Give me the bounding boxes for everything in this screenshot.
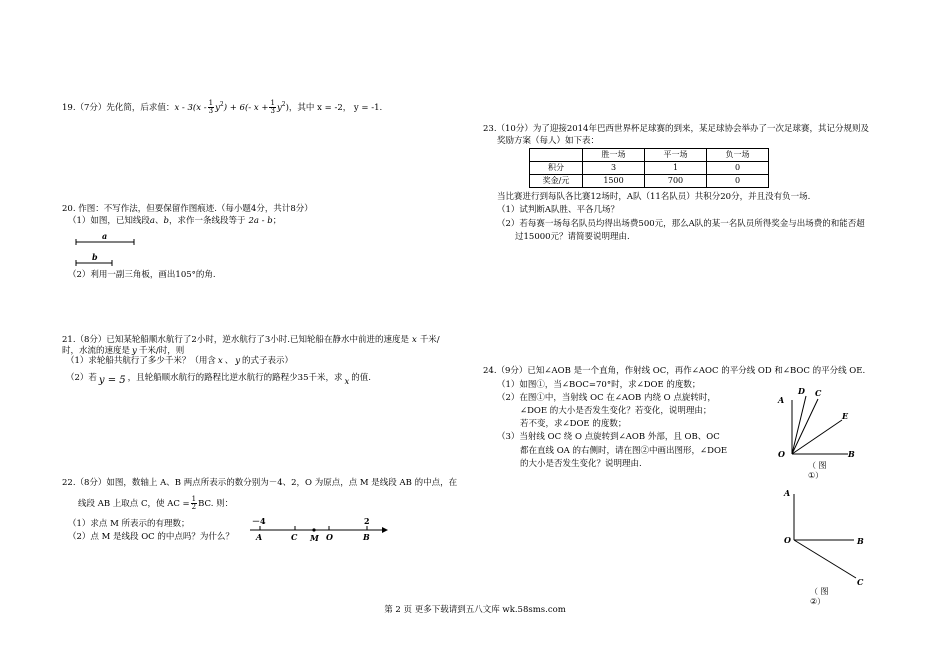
var-x: x [217,356,223,366]
fig1-A: A [778,395,785,405]
label-M: M [310,533,319,543]
table-cell: 奖金/元 [530,175,583,188]
q23-s2b: 过15000元？请简要说明理由. [515,232,630,242]
fig2-O: O [784,535,791,545]
var-x: x [344,377,350,387]
q20-p1-a: （1）如图，已知线段 [68,216,150,226]
q19-frac2 [269,100,275,115]
q21-l3 [66,356,293,367]
q23-s2a: （2）若每赛一场每名队员均得出场费500元，那么A队的某一名队员所得奖金与出场费的和能否超 [497,219,865,229]
frac-num: 1 [208,99,214,107]
q19-tail: ，其中 x = -2， y = -1. [288,103,383,113]
var-y: y [132,346,137,356]
number-line [248,514,390,544]
var-x: x [411,335,417,345]
q19-y1: y [215,103,220,113]
q23-l3: 当比赛进行到每队各比赛12场时，A队（11名队员）共积分20分，并且没有负一场. [497,192,811,202]
q22-l2 [78,496,233,511]
fig1-caption-2: ①） [808,471,824,480]
label-O: O [326,532,333,542]
fig1-E: E [842,411,849,421]
q21-l4-c: 的值. [351,373,371,383]
q19-head: 19.（7分）先化简，后求值： [62,103,175,113]
q21-l3-b: 的式子表示） [242,356,294,366]
arrow-icon [382,527,388,533]
q24-s3b: 都在直线 OA 的右侧时，请在图②中画出图形，∠DOE [520,446,728,456]
q21-l4 [66,372,371,385]
table-cell [530,149,583,162]
q21-l4-a: （2）若 [66,373,97,383]
q23-l1: 23.（10分）为了迎接2014年巴西世界杯足球赛的到来，某足球协会举办了一次足球赛，其记分规则及 [483,124,869,134]
q23-l2: 奖励方案（每人）如下表： [497,136,600,146]
q22-l2-a: 线段 AB 上取点 C，使 AC = [78,499,190,509]
q22-l1: 22.（8分）如图，数轴上 A、B 两点所表示的数分别为－4、2，O 为原点，点 M 是线段 AB 的中点，在 [62,478,458,488]
figure-1 [770,382,860,482]
fig1-O: O [778,449,785,459]
fig1-C: C [815,388,822,398]
q20-p1-b: ，求作一条线段等于 [168,216,246,226]
q24-s3a: （3）当射线 OC 绕 O 点旋转到∠AOB 外部，且 OB、OC [497,432,720,442]
q22-frac [191,496,197,511]
table-cell: 积分 [530,162,583,175]
q20-p1-c: ； [272,216,282,226]
table-row [530,149,769,162]
table-cell: 负一场 [707,149,769,162]
q21-l1-b: 千米/ [419,335,440,345]
q22-s1: （1）求点 M 所表示的有理数； [68,519,190,529]
q24-s2b: ∠DOE 的大小是否发生变化？若变化，说明理由； [520,406,712,416]
table-cell: 平一场 [645,149,707,162]
label-C: C [291,532,298,542]
ray-oc [794,540,856,578]
sep: 、 [224,356,234,366]
ray-od [792,396,806,454]
frac-den: 2 [191,503,197,511]
table-cell: 0 [707,175,769,188]
q24-l1: 24.（9分）已知∠AOB 是一个直角，作射线 OC，再作∠AOC 的平分线 OD 和∠BOC 的平分线 OE. [483,366,866,376]
frac-num: 1 [270,99,275,107]
frac-den: 3 [208,107,214,115]
var-y: y [235,356,241,366]
fig1-caption-1: （ 图 [808,461,827,470]
frac-den: 3 [270,107,275,115]
table-cell: 1 [645,162,707,175]
figure-2 [780,484,870,610]
q24-s1: （1）如图①，当∠BOC=70°时，求∠DOE 的度数； [497,380,701,390]
fig2-B: B [857,536,864,546]
table-cell: 1500 [583,175,645,188]
q21-l4-b: ，且轮船顺水航行的路程比逆水航行的路程少35千米，求 [127,373,343,383]
q20-head: 20. 作图：不写作法，但要保留作图痕迹.（每小题4分，共计8分） [62,204,313,214]
q24-s2a: （2）在图①中，当射线 OC 在∠AOB 内绕 O 点旋转时， [497,393,716,403]
q20-p1 [68,216,281,227]
q21-l1 [62,335,440,346]
segment-b-label: b [92,252,98,262]
table-cell: 0 [707,162,769,175]
page-footer: 第 2 页 更多下载请到五八文库 wk.58sms.com [384,605,566,615]
q19-frac1 [208,100,214,115]
q22-s2: （2）点 M 是线段 OC 的中点吗？为什么？ [68,532,234,542]
fig2-caption-2: ②） [810,597,826,606]
fig2-A: A [784,488,791,498]
frac-num: 1 [191,495,197,503]
q20-p2: （2）利用一副三角板，画出105°的角. [68,270,216,280]
q19-expr-e: ) [285,103,289,113]
var-a: a [149,216,155,226]
q24-s2c: 若不变，求∠DOE 的度数； [520,419,627,429]
q21-l2-a: 时，水流的速度是 [62,346,131,356]
q23-s1: （1）试判断A队胜、平各几场？ [497,205,620,215]
table-cell: 胜一场 [583,149,645,162]
fig1-B: B [848,449,855,459]
fig2-C: C [857,577,864,587]
q19-expr-a: x - 3(x - [174,103,207,113]
label-A: A [256,532,263,542]
fig1-D: D [798,386,805,396]
table-row [530,175,769,188]
q19 [62,100,382,115]
q20-expr: 2a - b [248,216,273,226]
label-B: B [363,532,370,542]
table-row [530,162,769,175]
table-cell: 700 [645,175,707,188]
label-num-right: 2 [364,516,370,526]
q19-y2: y [276,103,282,113]
fig2-caption-1: （ 图 [810,587,829,596]
q19-expr-c: ) + 6(- x + [223,103,269,113]
q21-l1-text: 21.（8分）已知某轮船顺水航行了2小时，逆水航行了3小时.已知轮船在静水中前进的速度是 [62,335,409,345]
label-num-left: －4 [252,516,266,526]
q21-l2-b: 千米/时，则 [138,346,185,356]
q20-segments [74,230,144,270]
q19-sq1: 2 [219,101,224,109]
point-m [312,528,315,531]
segment-a-label: a [102,231,108,241]
q24-s3c: 的大小是否发生变化？说明理由. [520,459,642,469]
score-table [529,148,769,188]
q22-l2-b: BC. 则： [198,499,234,509]
q19-sq2: 2 [281,101,286,109]
table-cell: 3 [583,162,645,175]
var-b: b [163,216,169,226]
sep: 、 [155,216,164,226]
q21-l3-a: （1）求轮船共航行了多少千米？（用含 [66,356,216,366]
q21-cond: y = 5 [98,375,126,386]
